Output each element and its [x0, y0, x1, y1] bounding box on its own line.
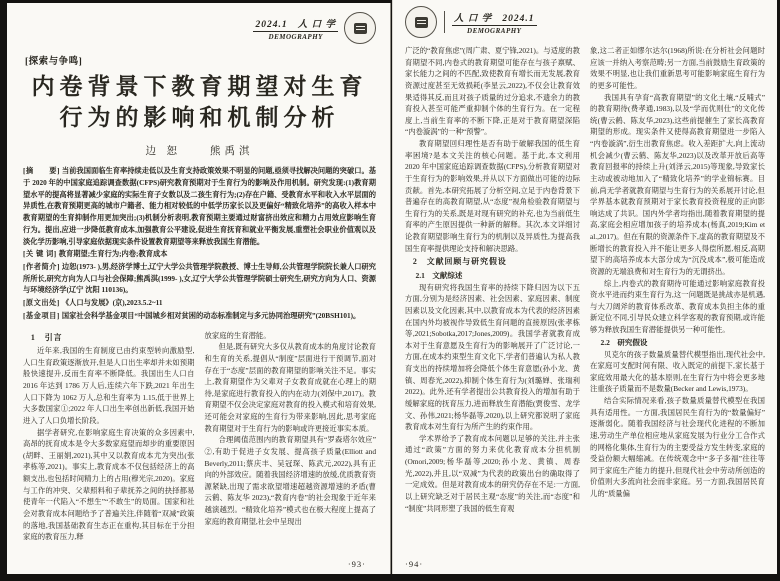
journal-name-en: DEMOGRAPHY — [268, 32, 323, 41]
journal-name: 人 口 学 — [297, 19, 336, 30]
body-paragraph: 放家庭的生育潜能。 — [204, 330, 271, 340]
page-number-93: ·93· — [347, 559, 366, 569]
journal-issue-title — [253, 16, 338, 32]
article-authors: 边 恕 熊禹淇 — [145, 146, 254, 158]
journal-page-93 — [7, 3, 391, 574]
column-left-94 — [405, 45, 580, 514]
abstract-text: 当前我国面临生育率持续走低以及生育支持政策效果不明显的问题,亟须寻找解决问题的突破口。基于 2020 年的中国家庭追踪调查数据(CFPS)研究教育预期对于生育行为的影响及作用机制。研究发现:(1)教育期望水平的提高将显著减少家庭的实际生育子女数以及二孩生育行为;(2)存在户籍、受教育水平和收入水平层面的异质性,在教育预期更高的城市户籍者、能力相对较低的中低学历家长以及更偏好“精致化培养”的高收入样本中教育期望的生育抑制作用更加突出;(3)机制分析表明,教育预期主要通过财富挤出效应和精力占用效应影响生育行为。提出,应进一步降低教育成本,加强教育公平建设,促进生育抚育和就业平衡发展,重塑社会职业价值观以及淡化学历影响,引导家庭依据现实条件设置教育期望等来释放我国生育潜能。 — [23, 167, 376, 246]
body-paragraph: 但是,既有研究大多仅从教育成本的角度讨论教育和生育的关系,提倡从“制度”层面进行干预调节,面对存在于“态度”层面的教育期望的影响关注不足。事实上,教育期望作为父辈对子女教育成就在心理上的期待,是家庭进行教育投入的内在动力(刘保中,2017)。教育期望不仅会决定家庭对教育的投入模式和培育效果,还可能会对家庭的生育行为带来影响,因此,思考家庭教育期望对于生育行为的影响或许更接近事实本质。 — [204, 342, 376, 433]
source-row — [23, 298, 376, 310]
body-paragraph: 近年来,我国的生育制度已由约束型转向激励型,人口生育政策逐渐放开,但是人口出生率却并未如预期般快速提升,反而生育率不断降低。我国出生人口自 2016 年达到 1786 万人后,连续六年下跌,2021 年出生人口下降为 1062 万人,总和生育率为 1.15,低于世界上大多数国家①;2022 年人口出生率创出新低,我国开始进入了人口负增长阶段。 — [23, 346, 195, 425]
article-title-line1: 内卷背景下教育期望对生育 — [31, 74, 368, 99]
article-title-line2: 行为的影响和机制分析 — [59, 105, 340, 131]
keywords-label: [关 键 词] — [23, 250, 57, 259]
journal-header-right — [405, 6, 765, 38]
journal-header-left — [23, 11, 376, 45]
journal-name-en: DEMOGRAPHY — [467, 26, 522, 35]
body-paragraph: 象,这二者正如缪尔达尔(1968)所说:在分析社会问题时应该一并纳入考察范畴;另一方面,当前鼓励生育政策的效果不明显,也让我们重新思考可能影响家庭生育行为的更多可能性。 — [590, 46, 765, 90]
publisher-seal-icon — [344, 12, 376, 44]
section-heading: 2.1 文献综述 — [415, 270, 463, 280]
body-paragraph: 现有研究将我国生育率的持续下降归因为以下五方面,分别为是经济因素、社会因素、家庭因素、制度因素以及文化因素,其中,以教育成本为代表的经济因素在国内外均被视作导致低生育问题的直接原因(张孝栋等,2021;Sobotka,2017;Jones,2009)。我国学者就教育成本对于生育意愿及生育行为的影响展开了广泛讨论,一方面,在成本约束型生育文化下,学者们普遍认为私人教育支出的持续增加将会降低个体生育意愿(孙小龙、黄镇、周春光,2022),抑制个体生育行为(刘璐婵、张瑞利 2022)。此外,还有学者提出公共教育投入的增加有助于缓解家庭的抚育压力,进而释放生育潜能(贾俊雪、龙学文、孙伟,2021;杨华磊等,2020),以上研究都说明了家庭教育成本对生育行为所产生的约束作用。 — [405, 282, 580, 432]
page-number-94: ·94· — [405, 559, 424, 569]
column-left-93 — [23, 330, 195, 543]
author-bio-text: 边恕(1973- ),男,经济学博士,辽宁大学公共管理学院教授、博士生导师,公共管理学院院长兼人口研究所所长,研究方向为人口与社会保障;熊禹淇(1999- ),女,辽宁大学公共管理学院硕士研究生,研究方向为人口、资源与环境经济学(辽宁 沈阳 110136)。 — [23, 262, 376, 295]
column-right-93 — [205, 330, 377, 543]
column-tag: [探索与争鸣] — [25, 57, 83, 67]
author-bio-label: [作者简介] — [23, 262, 60, 271]
journal-masthead — [452, 10, 537, 35]
article-meta-block — [23, 166, 376, 323]
fund-label: [基金项目] — [23, 311, 60, 320]
body-paragraph: 贝克尔的孩子数量质量替代模型指出,现代社会中,在家庭可支配时间有限、收入既定的前提下,家长基于家庭效用最大化的基本原则,在生育行为中将会更多地注重孩子质量而不是数量(Becker and Lewis,1973)。 — [590, 349, 765, 394]
body-paragraph: 据学者研究,在影响家庭生育决策的众多因素中,高昂的抚育成本是令大多数家庭望而却步的重要原因(胡畔、王丽娟,2021),其中又以教育成本尤为突出(张孝栋等,2021)。事实上,教育成本不仅包括经济上的高额支出,也包括时间精力上的占用(穆光宗,2020)。家庭与工作的冲突、父辈照料和子辈抚养之间的抉择都易使青年一代陷入“不想生”“不敢生”的局面。国家和社会对教育成本问题给予了普遍关注,伴随着“双减”政策的落地,我国基础教育生态正在重构,其目标在于分担家庭的教育压力,释 — [23, 427, 195, 542]
body-paragraph: 我国具有孕育“高教育期望”的文化土壤,“反哺式”的教育期待(费孝通,1983),以及“学而优则仕”的文化传统(曹云鹤、陈友华,2023),这些前提催生了家长高教育期望的形成。现实条件又使得高教育期望进一步陷入“内卷漩涡”,衍生出教育焦虑。收入差距扩大,向上流动机会减少(曹云鹤、陈友华,2023)以及改革开放后高等教育回报率的持续上升(刘泽云,2015)等现象,导致家长主动或被动地加入了“精致化培养”的学业锦标赛。目前,尚无学者就教育期望与生育行为的关系展开讨论,但学界基本就教育预期对于家长教育投资程度的正向影响达成了共识。国内外学者均指出,随着教育期望的提高,家庭会相应增加孩子的培养成本(杨真,2019;Kim et al.,2017)。但在有限的资源条件下,虚高的教育期望及不断增长的教育投入并不能让更多人得偿所愿,相反,高期望下的高培养成本大部分成为“沉没成本”,极可能造成资源的无端浪费和对生育行为的无谓挤出。 — [590, 92, 765, 276]
journal-issue-title — [452, 10, 537, 26]
body-columns-94 — [405, 45, 765, 514]
article-title — [23, 71, 376, 133]
issue-number: 2024.1 — [502, 13, 535, 24]
body-paragraph: 综上,内卷式的教育期待可能通过影响家庭教育投资水平进而约束生育行为,这一问题既是挑战亦是机遇,与大刀阔斧的教育体系改革、教育成本负担主体的重新定位不同,引导民众建立科学客观的教育预期,或许能够为释放我国生育潜能提供另一种可能性。 — [590, 278, 765, 334]
source-text: 《人口与发展》(京),2023.5.2~11 — [61, 299, 163, 308]
issue-number: 2024.1 — [255, 19, 288, 30]
body-paragraph: 合理阈值范围内的教育期望具有“罗森塔尔效应”②,有助于促进子女发展、提高孩子质量(Elliott and Beverly,2011;蔡庆丰、吴冠琛、陈武元,2022),具有正向的外部效应。随着我国经济增速的放缓,优质教育资源紧缺,出现了需求欲望增速超越资源增速的矛盾(曹云鹤、陈友华 2023),“教育内卷”的社会现象于近年来越演越烈。“精致化培养”模式也在极大程度上提高了家庭的教育期望,社会中呈现出 — [204, 435, 376, 526]
fund-row — [23, 311, 376, 323]
fund-text: 国家社会科学基金项目“中国城乡相对贫困的动态标准制定与多元协同治理研究”(20BSH101)。 — [61, 311, 361, 320]
column-right-94 — [590, 45, 765, 514]
keywords-row — [23, 249, 376, 261]
author-bio-row — [23, 262, 376, 297]
section-heading: 2.2 研究假设 — [600, 337, 648, 347]
body-paragraph: 教育期望回归理性是否有助于破解我国的低生育率困境?是本文关注的核心问题。基于此,本文利用 2020 年中国家庭追踪调查数据(CFPS),分析教育期望对于生育行为的影响效果,并从以下方面做出可能的边际贡献。首先,本研究拓展了分析空间,立足于内卷背景下普遍存在的高教育期望,从“态度”视角检验教育期望与生育行为的关系,既是对现有研究的补充,也为当前低生育率的产生原因提供一种新的解释。其次,本文详细讨论教育期望影响生育行为的机制以及异质性,为提高我国生育率提供理论支持和解决思路。 — [405, 139, 580, 253]
source-label: [原文出处] — [23, 299, 60, 308]
abstract-label: [摘 要] — [23, 167, 60, 176]
journal-page-94 — [392, 0, 777, 574]
section-heading: 2 文献回顾与研究假设 — [412, 257, 507, 267]
section-heading: 1 引言 — [30, 332, 63, 342]
body-paragraph: 广泛的“教育焦虑”(周广肃、夏宁锋,2021)。与适度的教育期望不同,内卷式的教育期望可能存在与孩子禀赋、家长能力之间的不匹配,致使教育有增长而无发展,教育资源过度甚至无效损耗(李星云,2022),不仅会让教育效果适得其反,而且对孩子质量的过分追求,不遗余力的教育投入甚至可能严重抑制个体的生育行为。在一定程度上,当前生育率的不断下降,正是对于教育期望深陷“内卷漩涡”的一种“预警”。 — [405, 46, 580, 137]
abstract-row — [23, 166, 376, 248]
publisher-seal-icon — [405, 6, 437, 38]
journal-masthead — [253, 16, 338, 41]
keywords-text: 教育期望;生育行为;内卷;教育成本 — [58, 250, 168, 259]
header-divider — [444, 11, 445, 33]
journal-name: 人 口 学 — [454, 13, 493, 24]
body-paragraph: 结合实际情况来看,孩子数量质量替代模型在我国具有适用性。一方面,我国居民生育行为的“数量偏好”逐渐弱化。随着我国经济与社会现代化进程的不断加速,劳动生产单位相应地从家庭发展为行业分工合作式的网格化集体,生育行为的主要受益方发生转变,家庭的受益份额大幅缩减。在传统观念中“多子多福”往往等同于家庭生产能力的提升,但现代社会中劳动所创造的价值则大多流向社会而非家庭。另一方面,我国居民育儿的“质量偏 — [590, 396, 765, 498]
body-columns-93 — [23, 330, 376, 543]
body-paragraph: 学术界给予了教育成本问题以足够的关注,并主张通过“政策”方面的努力来优化教育成本分担机制(Omori,2009;杨华磊等,2020;孙小龙、黄镇、周春光,2022),并且,以“双减”为代表的政策出台的确取得了一定成效。但是对教育成本的研究仍存在不足:一方面,以上研究缺乏对于居民主观“态度”的关注,而“态度”和“制度”共同形塑了我国的低生育观 — [405, 433, 580, 513]
